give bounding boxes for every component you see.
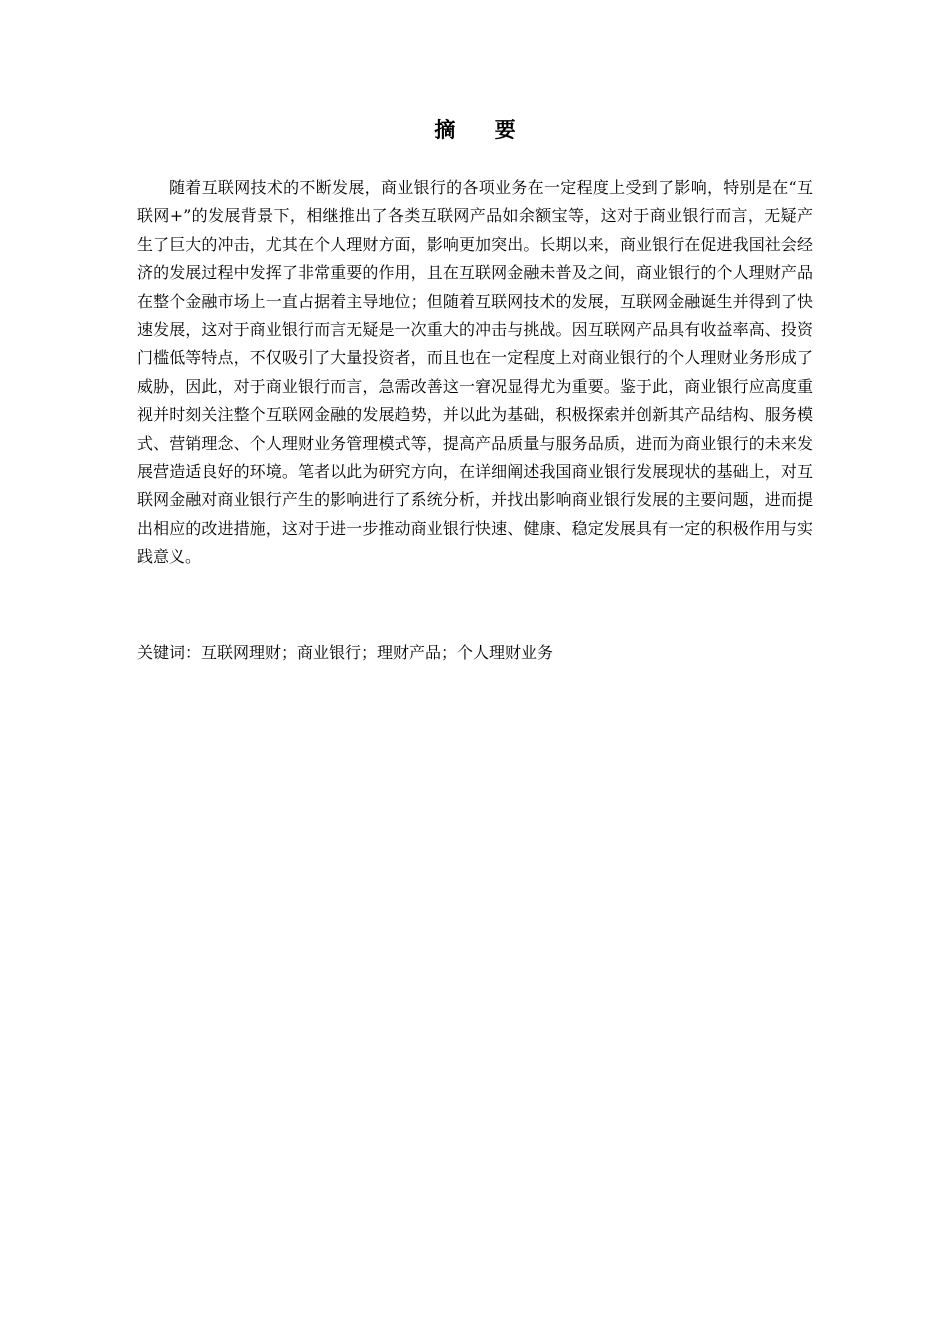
keywords-line: 关键词：互联网理财；商业银行；理财产品；个人理财业务 [137,643,554,662]
abstract-title: 摘 要 [434,118,532,142]
abstract-body: 随着互联网技术的不断发展，商业银行的各项业务在一定程度上受到了影响，特别是在“互联网+”的发展背景下，相继推出了各类互联网产品如余额宝等，这对于商业银行而言，无疑产生了巨大的冲击，尤其在个人理财方面，影响更加突出。长期以来，商业银行在促进我国社会经济的发展过程中发挥了非常重要的作用，且在互联网金融未普及之间，商业银行的个人理财产品在整个金融市场上一直占据着主导地位；但随着互联网技术的发展，互联网金融诞生并得到了快速发展，这对于商业银行而言无疑是一次重大的冲击与挑战。因互联网产品具有收益率高、投资门槛低等特点，不仅吸引了大量投资者，而且也在一定程度上对商业银行的个人理财业务形成了威胁，因此，对于商业银行而言，急需改善这一窘况显得尤为重要。鉴于此，商业银行应高度重视并时刻关注整个互联网金融的发展趋势，并以此为基础，积极探索并创新其产品结构、服务模式、营销理念、个人理财业务管理模式等，提高产品质量与服务品质，进而为商业银行的未来发展营造适良好的环境。笔者以此为研究方向，在详细阐述我国商业银行发展现状的基础上，对互联网金融对商业银行产生的影响进行了系统分析，并找出影响商业银行发展的主要问题，进而提出相应的改进措施，这对于进一步推动商业银行快速、健康、稳定发展具有一定的积极作用与实践意义。 [137,178,813,567]
